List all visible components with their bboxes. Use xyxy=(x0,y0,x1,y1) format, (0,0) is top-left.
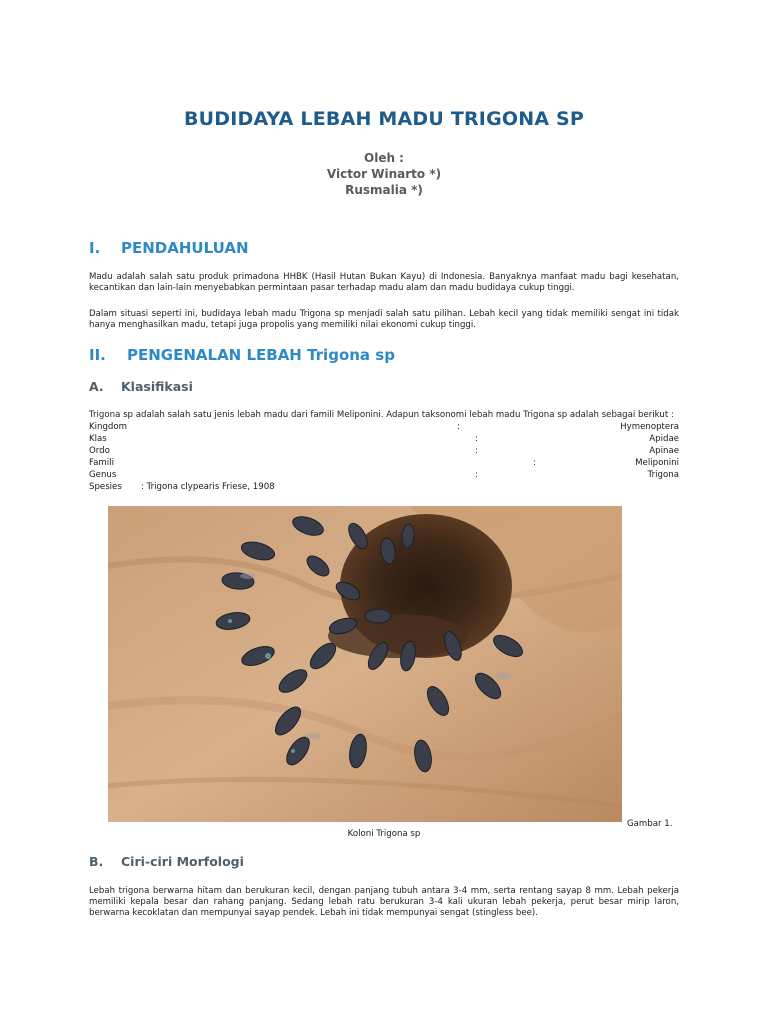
byline-oleh: Oleh : xyxy=(364,151,404,165)
taxonomy-label: Kingdom xyxy=(89,422,128,432)
taxonomy-label: Spesies xyxy=(89,482,122,492)
author-1: Victor Winarto *) xyxy=(326,167,442,181)
subsection-b-title: Ciri-ciri Morfologi xyxy=(121,854,244,869)
subsection-a-heading xyxy=(89,379,193,394)
section-2-heading xyxy=(89,346,395,364)
section-2-title: PENGENALAN LEBAH Trigona sp xyxy=(127,346,395,364)
taxonomy-row xyxy=(89,458,679,469)
page-title: BUDIDAYA LEBAH MADU TRIGONA SP xyxy=(183,108,585,130)
section-1-paragraph-1: Madu adalah salah satu produk primadona HHBK (Hasil Hutan Bukan Kayu) di Indonesia. Banyaknya manfaat madu bagi kesehatan, kecantikan dan lain-lain menyebabkan permintaan pasar terhadap madu alam dan madu budidaya cukup tinggi. xyxy=(89,272,679,293)
taxonomy-separator: : xyxy=(475,446,478,456)
taxonomy-separator: : xyxy=(533,458,536,468)
subsection-b-number: B. xyxy=(89,854,104,869)
taxonomy-row xyxy=(89,434,679,445)
author-2: Rusmalia *) xyxy=(345,183,423,197)
trigona-colony-photo xyxy=(108,506,622,822)
taxonomy-row-spesies xyxy=(89,482,679,493)
taxonomy-row xyxy=(89,446,679,457)
taxonomy-label: Klas xyxy=(89,434,107,444)
subsection-a-number: A. xyxy=(89,379,104,394)
section-1-heading xyxy=(89,239,249,257)
section-1-number: I. xyxy=(89,239,101,257)
taxonomy-label: Genus xyxy=(89,470,117,480)
section-1-paragraph-2: Dalam situasi seperti ini, budidaya lebah madu Trigona sp menjadi salah satu pilihan. Lebah kecil yang tidak memiliki sengat ini tidak hanya menghasilkan madu, tetapi juga propolis yang memiliki nilai ekonomi cukup tinggi. xyxy=(89,309,679,330)
taxonomy-separator: : xyxy=(475,434,478,444)
figure-caption: Koloni Trigona sp xyxy=(347,829,421,839)
taxonomy-value: Apidae xyxy=(649,434,679,444)
taxonomy-label: Ordo xyxy=(89,446,110,456)
figure-label: Gambar 1. xyxy=(627,819,673,829)
subsection-a-title: Klasifikasi xyxy=(121,379,193,394)
taxonomy-value: Trigona xyxy=(647,470,679,480)
taxonomy-separator: : xyxy=(457,422,460,432)
taxonomy-value: Hymenoptera xyxy=(620,422,679,432)
taxonomy-row xyxy=(89,470,679,481)
section-2-number: II. xyxy=(89,346,106,364)
subsection-b-heading xyxy=(89,854,244,869)
taxonomy-value: Apinae xyxy=(649,446,679,456)
section-1-title: PENDAHULUAN xyxy=(121,239,249,257)
classification-intro: Trigona sp adalah salah satu jenis lebah madu dari famili Meliponini. Adapun taksonomi lebah madu Trigona sp adalah sebagai berikut : xyxy=(89,410,674,420)
taxonomy-value: Meliponini xyxy=(635,458,679,468)
taxonomy-row xyxy=(89,422,679,433)
taxonomy-value: : Trigona clypearis Friese, 1908 xyxy=(141,482,275,492)
morphology-paragraph: Lebah trigona berwarna hitam dan berukuran kecil, dengan panjang tubuh antara 3-4 mm, serta rentang sayap 8 mm. Lebah pekerja memiliki kepala besar dan rahang panjang. Sedang lebah ratu berukuran 3-4 kali ukuran lebah pekerja, perut besar mirip laron, berwarna kecoklatan dan mempunyai sayap pendek. Lebah ini tidak mempunyai sengat (stingless bee). xyxy=(89,886,679,918)
taxonomy-label: Famili xyxy=(89,458,114,468)
taxonomy-separator: : xyxy=(475,470,478,480)
